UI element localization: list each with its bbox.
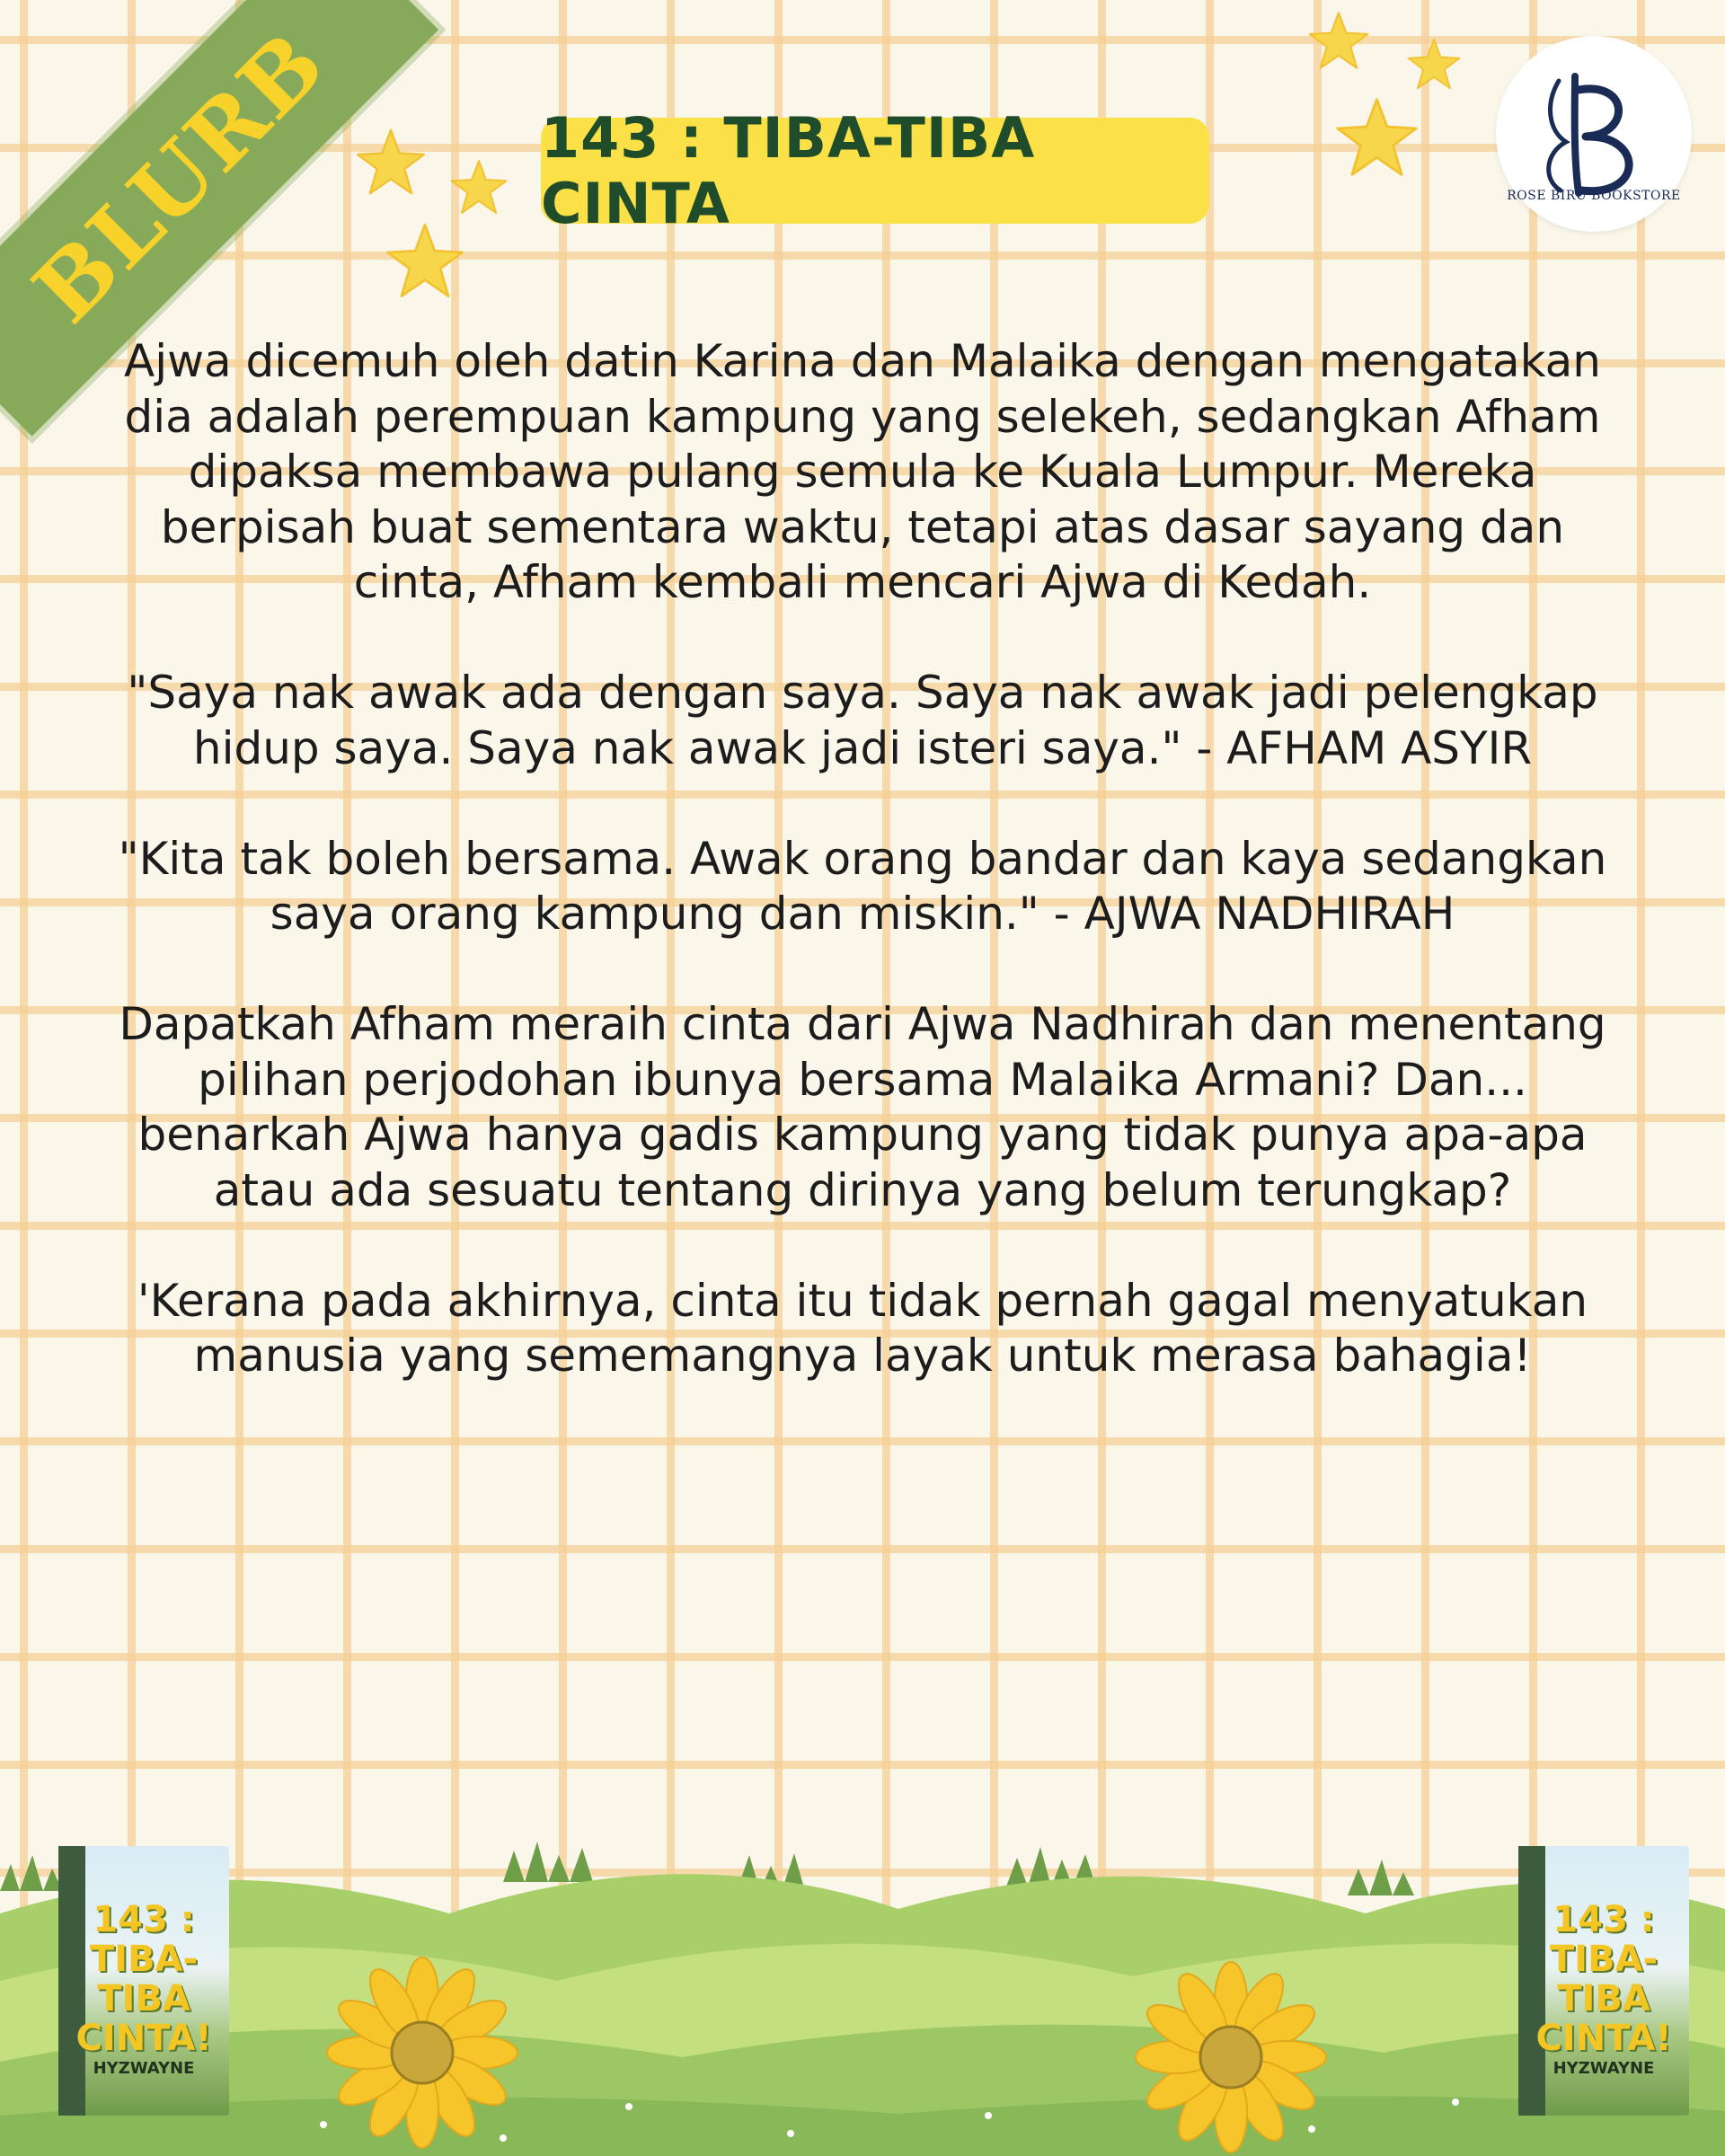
blurb-paragraph-quote-ajwa: "Kita tak boleh bersama. Awak orang bandar dan kaya sedangkan saya orang kampung dan miskin." - AJWA NADHIRAH	[118, 832, 1607, 940]
blurb-paragraph-quote-afham: "Saya nak awak ada dengan saya. Saya nak awak jadi pelengkap hidup saya. Saya nak awak jadi isteri saya." - AFHAM ASYIR	[127, 667, 1598, 774]
book-cover-title: 143 : TIBA-TIBA CINTA!	[1535, 1899, 1672, 2059]
star-icon	[1334, 94, 1420, 180]
blurb-paragraph-closing: 'Kerana pada akhirnya, cinta itu tidak pernah gagal menyatukan manusia yang sememangnya layak untuk merasa bahagia!	[137, 1274, 1588, 1382]
landscape-illustration	[0, 1828, 1725, 2156]
blurb-paragraph-synopsis: Ajwa dicemuh oleh datin Karina dan Malaika dengan mengatakan dia adalah perempuan kampung yang selekeh, sedangkan Afham dipaksa membawa pulang semula ke Kuala Lumpur. Mereka berpisah buat sementara waktu, tetapi atas dasar sayang dan cinta, Afham kembali mencari Ajwa di Kedah.	[124, 335, 1601, 608]
book-cover-left	[58, 1846, 229, 2116]
bookstore-logo	[1496, 36, 1692, 232]
star-icon	[385, 220, 465, 301]
title-box	[541, 105, 1209, 236]
book-cover-author: HYZWAYNE	[1552, 2059, 1655, 2078]
logo-caption: ROSE BIRU BOOKSTORE	[1507, 189, 1681, 203]
book-cover-title: 143 : TIBA-TIBA CINTA!	[75, 1899, 212, 2059]
book-title-heading: 143 : TIBA-TIBA CINTA	[541, 105, 1036, 236]
blurb-label: BLURB	[13, 12, 346, 343]
book-cover-author: HYZWAYNE	[93, 2059, 195, 2078]
star-icon	[449, 157, 509, 216]
blurb-body	[99, 334, 1626, 1439]
book-cover-right	[1518, 1846, 1689, 2116]
star-icon	[355, 126, 427, 198]
star-icon	[1307, 9, 1370, 72]
star-icon	[1406, 36, 1462, 92]
blurb-paragraph-question: Dapatkah Afham meraih cinta dari Ajwa Nadhirah dan menentang pilihan perjodohan ibunya bersama Malaika Armani? Dan... benarkah Ajwa hanya gadis kampung yang tidak punya apa-apa atau ada sesuatu tentang dirinya yang belum terungkap?	[119, 998, 1606, 1216]
